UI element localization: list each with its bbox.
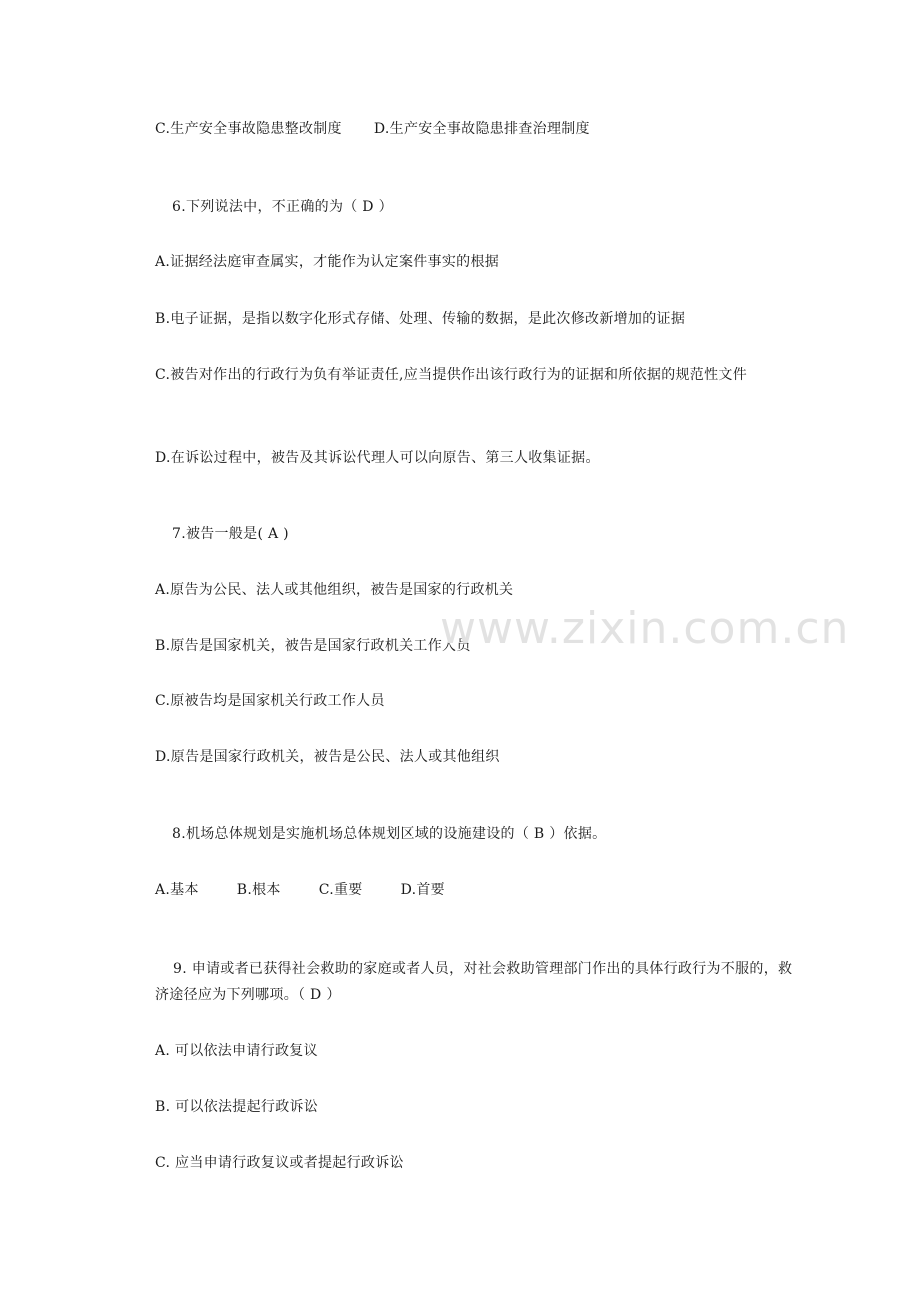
q7-question: 7.被告一般是( A ) — [172, 526, 289, 542]
q7-option-a: A.原告为公民、法人或其他组织，被告是国家的行政机关 — [155, 582, 514, 598]
q7-option-c: C.原被告均是国家机关行政工作人员 — [155, 693, 385, 709]
q8-option-b: B.根本 — [236, 882, 281, 898]
watermark: www.zixin.com.cn — [440, 603, 850, 654]
q5-option-d: D.生产安全事故隐患排查治理制度 — [373, 121, 590, 137]
q6-option-c: C.被告对作出的行政行为负有举证责任,应当提供作出该行政行为的证据和所依据的规范性文件 — [155, 367, 748, 383]
q8-option-d: D.首要 — [400, 882, 445, 898]
q5-options-row — [155, 118, 590, 140]
q6-question: 6.下列说法中，不正确的为（ D ） — [172, 199, 393, 215]
q7-option-d: D.原告是国家行政机关，被告是公民、法人或其他组织 — [155, 749, 500, 765]
q8-option-a: A.基本 — [155, 882, 199, 898]
q8-option-c: C.重要 — [318, 882, 363, 898]
q9-question: 9. 申请或者已获得社会救助的家庭或者人员，对社会救助管理部门作出的具体行政行为不服的，救济途径应为下列哪项。（ D ） — [155, 961, 793, 1003]
q9-option-c: C. 应当申请行政复议或者提起行政诉讼 — [155, 1155, 404, 1171]
q5-option-c: C.生产安全事故隐患整改制度 — [155, 121, 342, 137]
q7-option-b: B.原告是国家机关，被告是国家行政机关工作人员 — [155, 638, 471, 654]
q8-options-row — [155, 879, 445, 901]
q9-option-a: A. 可以依法申请行政复议 — [155, 1043, 318, 1059]
q6-option-d: D.在诉讼过程中，被告及其诉讼代理人可以向原告、第三人收集证据。 — [155, 450, 600, 466]
q6-option-b: B.电子证据，是指以数字化形式存储、处理、传输的数据，是此次修改新增加的证据 — [155, 311, 686, 327]
q9-option-b: B. 可以依法提起行政诉讼 — [155, 1099, 319, 1115]
q6-option-a: A.证据经法庭审查属实，才能作为认定案件事实的根据 — [155, 254, 500, 270]
q8-question: 8.机场总体规划是实施机场总体规划区域的设施建设的（ B ）依据。 — [172, 826, 607, 842]
